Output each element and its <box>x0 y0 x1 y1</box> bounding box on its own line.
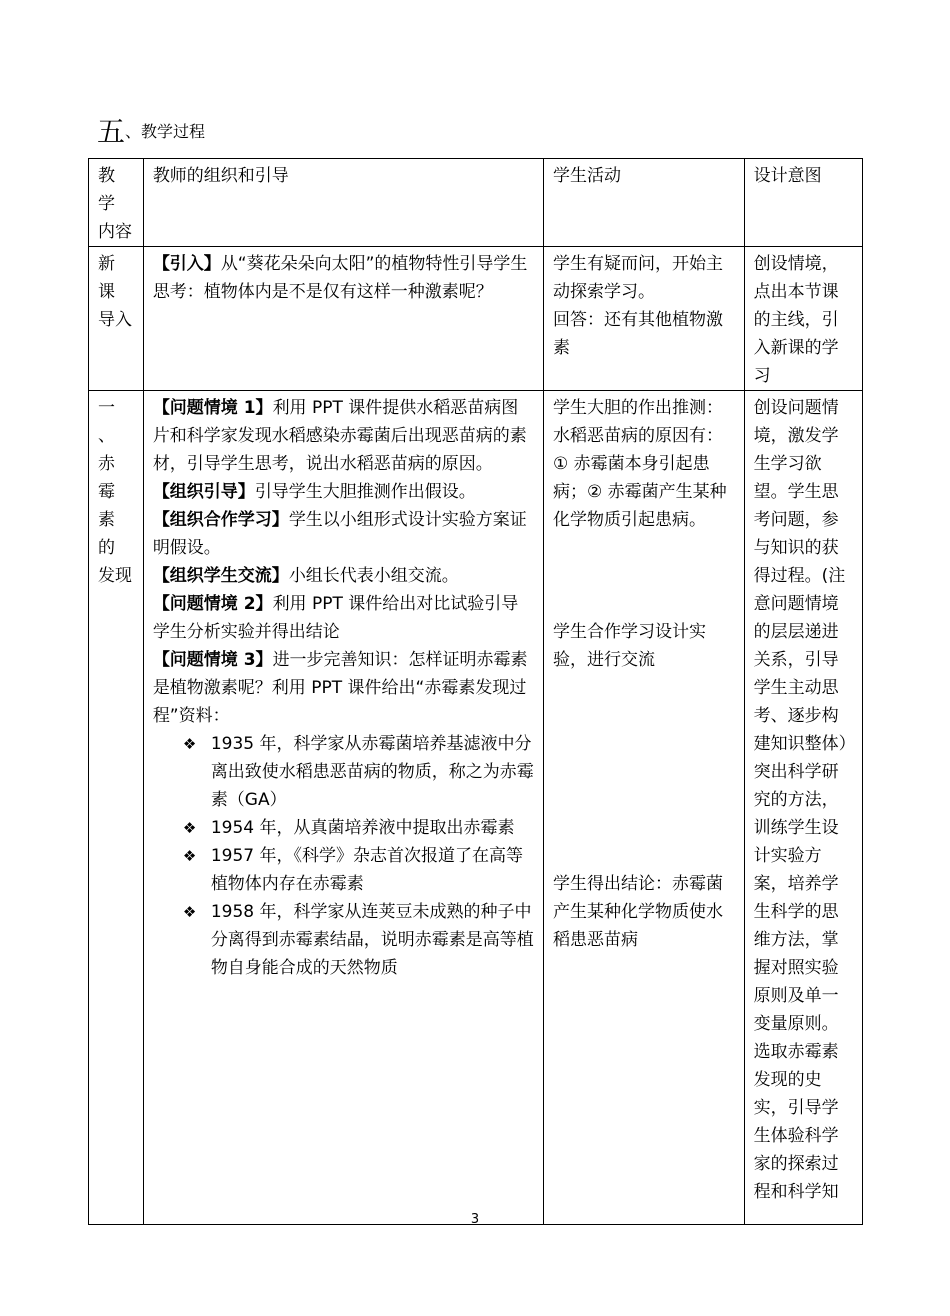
row2-student-line-2: 学生合作学习设计实验，进行交流 <box>552 622 706 670</box>
diamond-bullet-icon: ❖ <box>182 735 197 753</box>
teacher-item-tag: 【问题情境 3】 <box>152 650 273 670</box>
row2-teacher <box>143 391 543 1225</box>
teacher-item-text: 小组长代表小组交流。 <box>288 566 459 586</box>
header-intent: 设计意图 <box>744 159 862 247</box>
list-item <box>183 898 535 982</box>
teaching-process-table <box>88 158 863 1225</box>
header-content: 教 学 内容 <box>89 159 144 247</box>
table-row-discovery <box>89 391 863 1225</box>
teacher-item <box>153 646 535 730</box>
row1-intent: 创设情境，点出本节课的主线，引入新课的学习 <box>744 247 862 391</box>
row2-student-line-3: 学生得出结论：赤霉菌产生某种化学物质使水稻患恶苗病 <box>552 874 723 950</box>
diamond-bullet-icon: ❖ <box>182 819 197 837</box>
teacher-item <box>153 394 535 478</box>
header-student: 学生活动 <box>543 159 744 247</box>
list-item <box>183 730 535 814</box>
discovery-history-list <box>153 730 535 982</box>
teacher-item-text: 利用 PPT 课件提供水稻恶苗病图片和科学家发现水稻感染赤霉菌后出现恶苗病的素材，引导学生思考，说出水稻恶苗病的原因。 <box>152 398 527 474</box>
teacher-item <box>153 478 535 506</box>
list-item-text: 1958 年，科学家从连荚豆未成熟的种子中分离得到赤霉素结晶，说明赤霉素是高等植物自身能合成的天然物质 <box>210 902 534 978</box>
row1-student <box>543 247 744 391</box>
teacher-item <box>153 590 535 646</box>
teacher-item-tag: 【组织学生交流】 <box>152 566 289 586</box>
section-heading <box>97 116 205 148</box>
teacher-item-tag: 【组织合作学习】 <box>152 510 289 530</box>
teacher-item-text: 引导学生大胆推测作出假设。 <box>254 482 476 502</box>
header-teacher: 教师的组织和引导 <box>143 159 543 247</box>
row1-teacher-text: 从“葵花朵朵向太阳”的植物特性引导学生思考：植物体内是不是仅有这样一种激素呢？ <box>152 254 528 302</box>
teacher-item-text: 学生以小组形式设计实验方案证明假设。 <box>152 510 527 558</box>
row2-student <box>543 391 744 1225</box>
teacher-item <box>153 506 535 562</box>
row1-content: 新 课 导入 <box>89 247 144 391</box>
row1-student-line-1: 学生有疑而问，开始主动探索学习。 <box>552 254 723 302</box>
teacher-item-tag: 【问题情境 1】 <box>152 398 273 418</box>
teacher-item-tag: 【问题情境 2】 <box>152 594 273 614</box>
section-number: 五 <box>97 115 126 148</box>
row2-student-line-1: 学生大胆的作出推测：水稻恶苗病的原因有：① 赤霉菌本身引起患病；② 赤霉菌产生某种化学物质引起患病。 <box>552 398 727 530</box>
list-item <box>183 842 535 898</box>
list-item-text: 1954 年，从真菌培养液中提取出赤霉素 <box>210 818 515 838</box>
teacher-item-text: 进一步完善知识：怎样证明赤霉素是植物激素呢？利用 PPT 课件给出“赤霉素发现过程”资料： <box>152 650 528 726</box>
list-item <box>183 814 535 842</box>
teacher-item-text: 利用 PPT 课件给出对比试验引导学生分析实验并得出结论 <box>152 594 519 642</box>
row2-content: 一 、 赤 霉 素 的 发现 <box>89 391 144 1225</box>
diamond-bullet-icon: ❖ <box>182 847 197 865</box>
teacher-item <box>153 562 535 590</box>
teacher-item-tag: 【组织引导】 <box>152 482 255 502</box>
row1-teacher <box>143 247 543 391</box>
page-number: 3 <box>470 1212 480 1227</box>
section-title: 、教学过程 <box>125 122 206 141</box>
list-item-text: 1957 年，《科学》杂志首次报道了在高等植物体内存在赤霉素 <box>210 846 523 894</box>
row1-student-line-2: 回答：还有其他植物激素 <box>552 310 723 358</box>
row2-intent: 创设问题情境，激发学生学习欲望。学生思考问题，参与知识的获得过程。(注意问题情境的层层递进关系，引导学生主动思考、逐步构建知识整体）突出科学研究的方法，训练学生设计实验方案，培养学生科学的思维方法，掌握对照实验原则及单一变量原则。选取赤霉素发现的史实，引导学生体验科学家的探索过程和科学知 <box>744 391 862 1225</box>
row1-teacher-tag: 【引入】 <box>152 254 221 274</box>
diamond-bullet-icon: ❖ <box>182 903 197 921</box>
table-header-row <box>89 159 863 247</box>
list-item-text: 1935 年，科学家从赤霉菌培养基滤液中分离出致使水稻患恶苗病的物质，称之为赤霉素（GA） <box>210 734 534 810</box>
table-row-intro <box>89 247 863 391</box>
